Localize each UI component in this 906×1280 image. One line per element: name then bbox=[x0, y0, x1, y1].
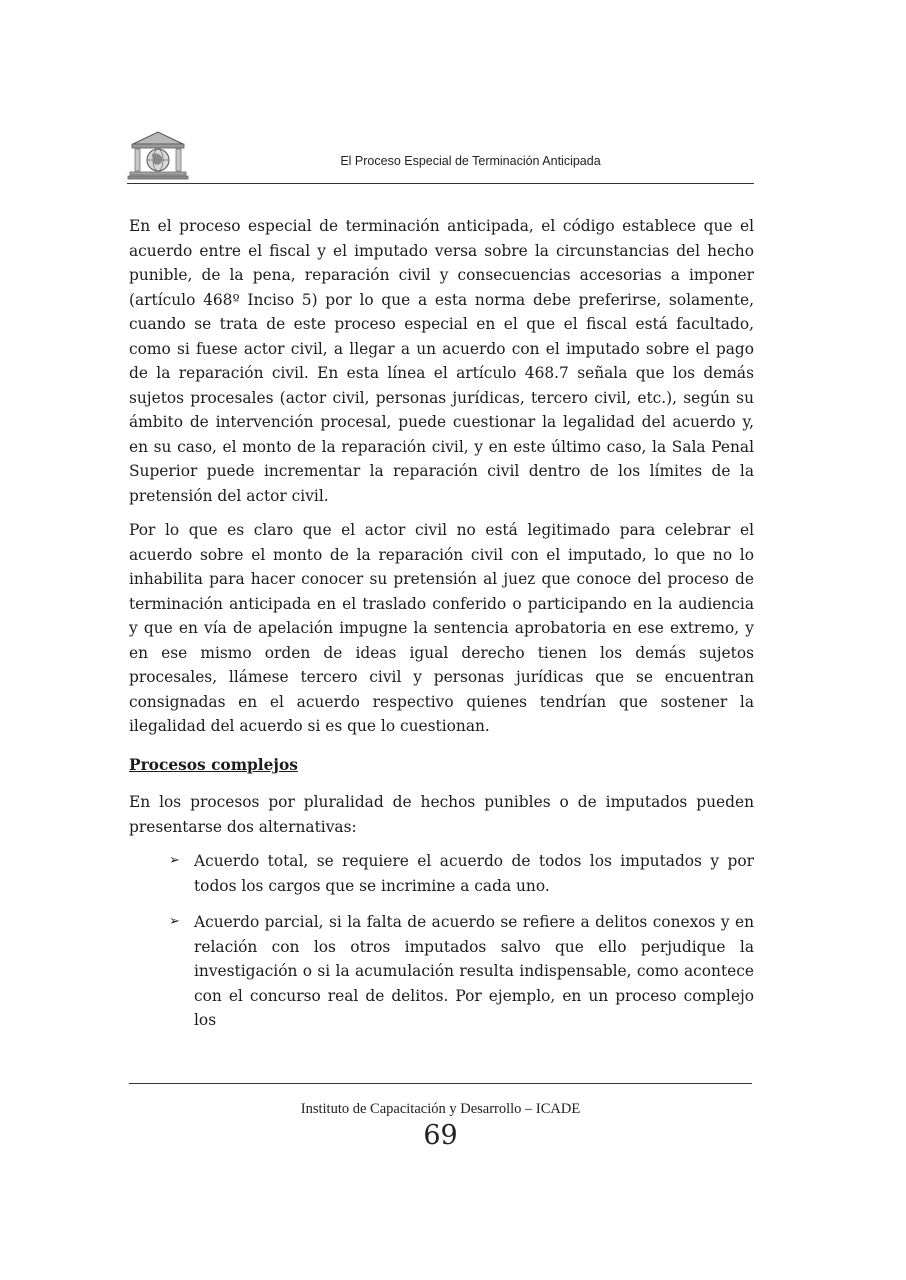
section-intro-paragraph: En los procesos por pluralidad de hechos punibles o de imputados pueden presentarse dos alternativas: bbox=[129, 793, 754, 836]
list-item-text: Acuerdo total, se requiere el acuerdo de todos los imputados y por todos los cargos que se incrimine a cada uno. bbox=[194, 852, 754, 895]
page-header bbox=[127, 130, 754, 185]
list-item-text: Acuerdo parcial, si la falta de acuerdo se refiere a delitos conexos y en relación con los otros imputados salvo que ello perjudique la investigación o si la acumulación resulta indispensable, como acontece con el concurso real de delitos. Por ejemplo, en un proceso complejo los bbox=[194, 913, 754, 1029]
footer-divider bbox=[129, 1083, 752, 1084]
list-item bbox=[129, 849, 754, 898]
body-paragraph: Por lo que es claro que el actor civil no está legitimado para celebrar el acuerdo sobre el monto de la reparación civil con el imputado, lo que no lo inhabilita para hacer conocer su pretensión al juez que conoce del proceso de terminación anticipada en el traslado conferido o participando en la audiencia y que en vía de apelación impugne la sentencia aprobatoria en ese extremo, y en ese mismo orden de ideas igual derecho tienen los demás sujetos procesales, llámese tercero civil y personas jurídicas que se encuentran consignadas en el acuerdo respectivo quienes tendrían que sostener la ilegalidad del acuerdo si es que lo cuestionan. bbox=[129, 521, 754, 735]
list-item bbox=[129, 910, 754, 1033]
running-header-title: El Proceso Especial de Terminación Anticipada bbox=[340, 154, 601, 168]
header-divider bbox=[127, 183, 754, 184]
bullet-list bbox=[129, 849, 754, 1033]
page-body bbox=[129, 214, 754, 1045]
page-number: 69 bbox=[423, 1120, 458, 1151]
arrow-bullet-icon: ➢ bbox=[169, 914, 180, 929]
footer-institution: Instituto de Capacitación y Desarrollo – ICADE bbox=[300, 1101, 581, 1117]
arrow-bullet-icon: ➢ bbox=[169, 853, 180, 868]
section-heading: Procesos complejos bbox=[129, 755, 298, 774]
body-paragraph: En el proceso especial de terminación anticipada, el código establece que el acuerdo entre el fiscal y el imputado versa sobre la circunstancias del hecho punible, de la pena, reparación civil y consecuencias accesorias a imponer (artículo 468º Inciso 5) por lo que a esta norma debe preferirse, solamente, cuando se trata de este proceso especial en el que el fiscal está facultado, como si fuese actor civil, a llegar a un acuerdo con el imputado sobre el pago de la reparación civil. En esta línea el artículo 468.7 señala que los demás sujetos procesales (actor civil, personas jurídicas, tercero civil, etc.), según su ámbito de intervención procesal, puede cuestionar la legalidad del acuerdo y, en su caso, el monto de la reparación civil, y en este último caso, la Sala Penal Superior puede incrementar la reparación civil dentro de los límites de la pretensión del actor civil. bbox=[129, 217, 754, 505]
